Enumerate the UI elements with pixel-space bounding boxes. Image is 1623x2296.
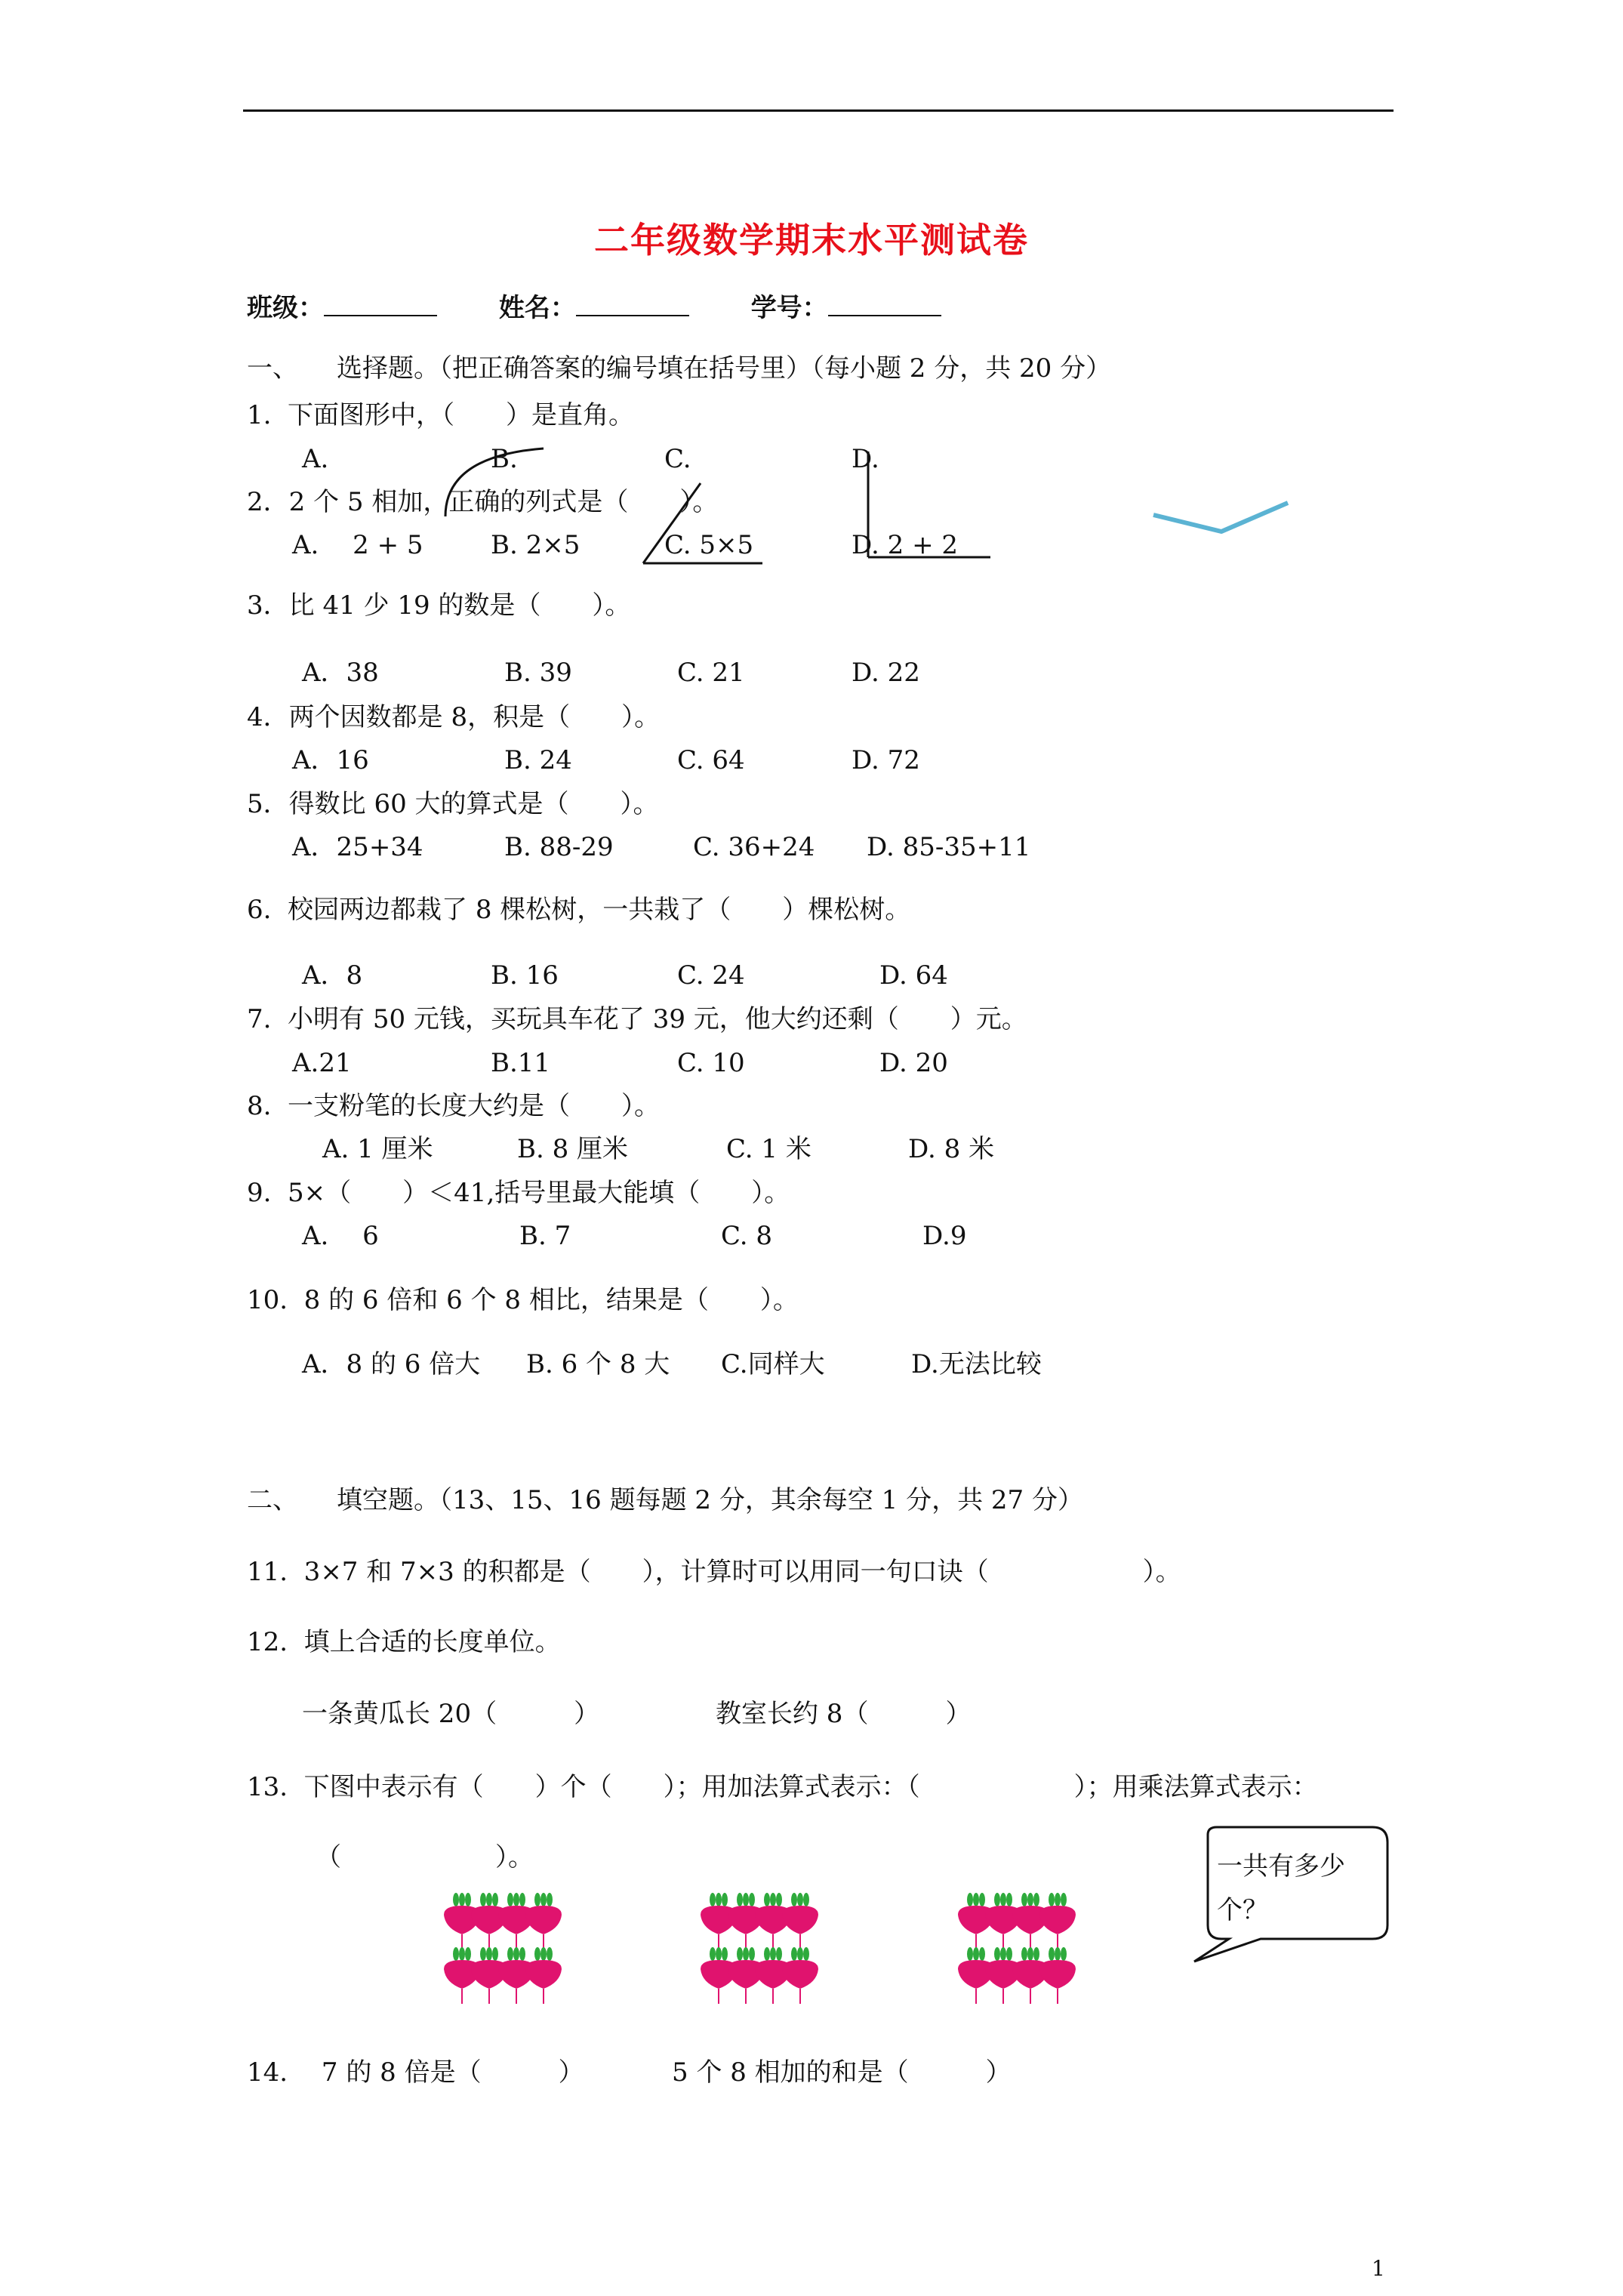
q7-option-b: B.11 [491,1048,551,1078]
q6-option-b: B. 16 [491,960,559,991]
q7-stem: 7. 小明有 50 元钱，买玩具车花了 39 元，他大约还剩（ ）元。 [247,1004,1027,1034]
q8-option-a: A. 1 厘米 [322,1134,433,1164]
q3-option-a: A．38 [302,658,379,688]
q8-stem: 8. 一支粉笔的长度大约是（ ）。 [247,1091,661,1121]
q3-option-c: C. 21 [677,658,745,688]
q12-part-a: 一条黄瓜长 20（ ） [302,1699,600,1729]
q12-stem: 12. 填上合适的长度单位。 [247,1627,561,1657]
q1-option-d: D. [852,444,879,474]
q3-option-d: D. 22 [852,658,920,688]
name-label: 姓名： [498,293,576,323]
q10-option-b: B. 6 个 8 大 [526,1349,670,1379]
q10-option-d: D.无法比较 [911,1349,1042,1379]
q12-part-b: 教室长约 8（ ） [716,1699,972,1729]
q4-option-a: A．16 [292,745,369,775]
q1-option-c: C. [664,444,691,474]
q4-option-d: D. 72 [852,745,920,775]
q9-option-a: A. 6 [302,1221,379,1251]
bubble-line-2: 个？ [1217,1895,1268,1925]
page-title: 二年级数学期末水平测试卷 [594,220,1029,260]
q1-stem: 1. 下面图形中，（ ）是直角。 [247,400,635,430]
q14-part-a: 14. 7 的 8 倍是（ ） [247,2057,584,2088]
section2-heading: 二、 填空题。（13、15、16 题每题 2 分，其余每空 1 分，共 27 分） [247,1485,1083,1515]
q1-option-b: B. [491,444,518,474]
q10-option-c: C.同样大 [721,1349,825,1379]
q2-stem: 2．2 个 5 相加，正确的列式是（ ）。 [247,487,719,517]
q9-stem: 9. 5×（ ）＜41,括号里最大能填（ ）。 [247,1178,790,1208]
q14-part-b: 5 个 8 相加的和是（ ） [672,2057,1012,2088]
q9-option-c: C. 8 [721,1221,773,1251]
q6-option-a: A．8 [302,960,363,991]
q3-option-b: B. 39 [504,658,572,688]
page-number: 1 [1372,2256,1385,2281]
q6-option-d: D. 64 [879,960,948,991]
q2-option-b: B. 2×5 [491,530,581,560]
q5-option-d: D. 85-35+11 [867,832,1031,862]
q2-option-a: A. 2 + 5 [292,530,423,560]
q3-stem: 3．比 41 少 19 的数是（ ）。 [247,590,631,621]
q2-option-c: C. 5×5 [664,530,754,560]
q10-stem: 10. 8 的 6 倍和 6 个 8 相比，结果是（ ）。 [247,1285,799,1315]
q5-option-c: C. 36+24 [693,832,815,862]
q6-stem: 6. 校园两边都栽了 8 棵松树，一共栽了（ ）棵松树。 [247,895,911,925]
q8-option-b: B. 8 厘米 [517,1134,629,1164]
q5-stem: 5．得数比 60 大的算式是（ ）。 [247,789,659,819]
id-label: 学号： [750,293,828,323]
q4-option-c: C. 64 [677,745,745,775]
q7-option-a: A.21 [292,1048,352,1078]
q6-option-c: C. 24 [677,960,745,991]
bubble-line-1: 一共有多少 [1217,1851,1345,1881]
class-label: 班级： [247,293,324,323]
q8-option-c: C. 1 米 [726,1134,812,1164]
q11-stem: 11. 3×7 和 7×3 的积都是（ ），计算时可以用同一句口诀（ ）。 [247,1557,1181,1587]
q1-option-a: A. [302,444,329,474]
q9-option-b: B. 7 [519,1221,571,1251]
q2-option-d: D. 2 + 2 [852,530,959,560]
q10-option-a: A．8 的 6 倍大 [302,1349,481,1379]
q8-option-d: D. 8 米 [908,1134,995,1164]
q13-stem-cont: （ ）。 [316,1842,534,1872]
q7-option-d: D. 20 [879,1048,948,1078]
q13-stem: 13. 下图中表示有（ ）个（ ）；用加法算式表示：（ ）；用乘法算式表示： [247,1772,1318,1802]
q5-option-b: B. 88-29 [504,832,614,862]
q4-option-b: B. 24 [504,745,572,775]
q4-stem: 4．两个因数都是 8，积是（ ）。 [247,702,661,732]
q5-option-a: A．25+34 [292,832,423,862]
section1-heading: 一、 选择题。（把正确答案的编号填在括号里）（每小题 2 分，共 20 分） [247,353,1112,384]
q7-option-c: C. 10 [677,1048,745,1078]
q9-option-d: D.9 [922,1221,967,1251]
